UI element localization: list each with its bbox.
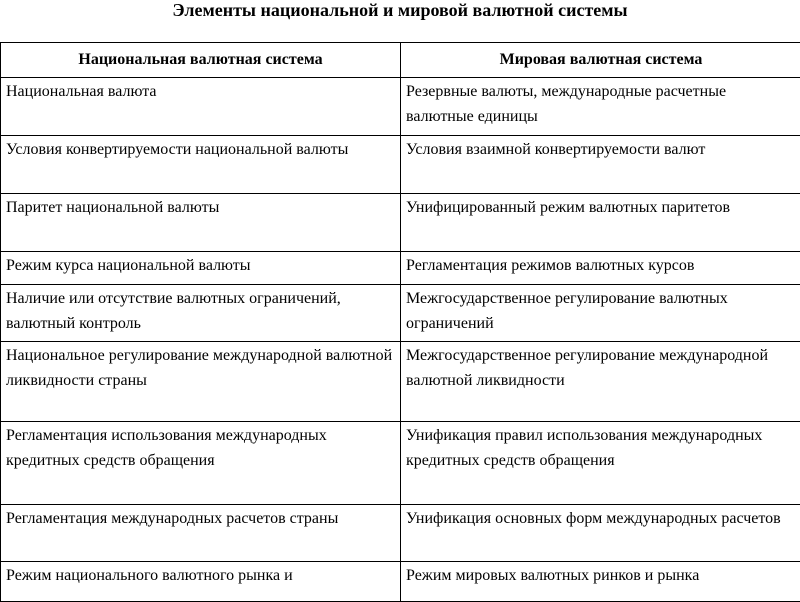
national-cell: Национальная валюта bbox=[1, 78, 401, 136]
world-cell: Регламентация режимов валютных курсов bbox=[401, 252, 800, 285]
header-national-system: Национальная валютная система bbox=[1, 43, 401, 78]
comparison-table bbox=[0, 42, 800, 602]
world-cell: Межгосударственное регулирование валютных ограничений bbox=[401, 285, 800, 342]
national-cell: Паритет национальной валюты bbox=[1, 194, 401, 252]
table-row bbox=[1, 252, 800, 285]
page-title: Элементы национальной и мировой валютной системы bbox=[0, 0, 800, 20]
national-cell: Режим курса национальной валюты bbox=[1, 252, 401, 285]
table-row bbox=[1, 136, 800, 194]
header-world-system: Мировая валютная система bbox=[401, 43, 800, 78]
table-header-row bbox=[1, 43, 800, 78]
table-row bbox=[1, 505, 800, 562]
national-cell: Наличие или отсутствие валютных ограничений, валютный контроль bbox=[1, 285, 401, 342]
national-cell: Режим национального валютного рынка и bbox=[1, 562, 401, 602]
national-cell: Условия конвертируемости национальной валюты bbox=[1, 136, 401, 194]
table-row bbox=[1, 342, 800, 422]
world-cell: Резервные валюты, международные расчетные валютные единицы bbox=[401, 78, 800, 136]
world-cell: Условия взаимной конвертируемости валют bbox=[401, 136, 800, 194]
table-row bbox=[1, 194, 800, 252]
table-row bbox=[1, 422, 800, 505]
world-cell: Межгосударственное регулирование международной валютной ликвидности bbox=[401, 342, 800, 422]
national-cell: Регламентация международных расчетов страны bbox=[1, 505, 401, 562]
world-cell: Унификация правил использования международных кредитных средств обращения bbox=[401, 422, 800, 505]
world-cell: Унифицированный режим валютных паритетов bbox=[401, 194, 800, 252]
world-cell: Режим мировых валютных ринков и рынка bbox=[401, 562, 800, 602]
world-cell: Унификация основных форм международных расчетов bbox=[401, 505, 800, 562]
national-cell: Национальное регулирование международной валютной ликвидности страны bbox=[1, 342, 401, 422]
table-row bbox=[1, 562, 800, 602]
national-cell: Регламентация использования международных кредитных средств обращения bbox=[1, 422, 401, 505]
table-row bbox=[1, 78, 800, 136]
table-row bbox=[1, 285, 800, 342]
